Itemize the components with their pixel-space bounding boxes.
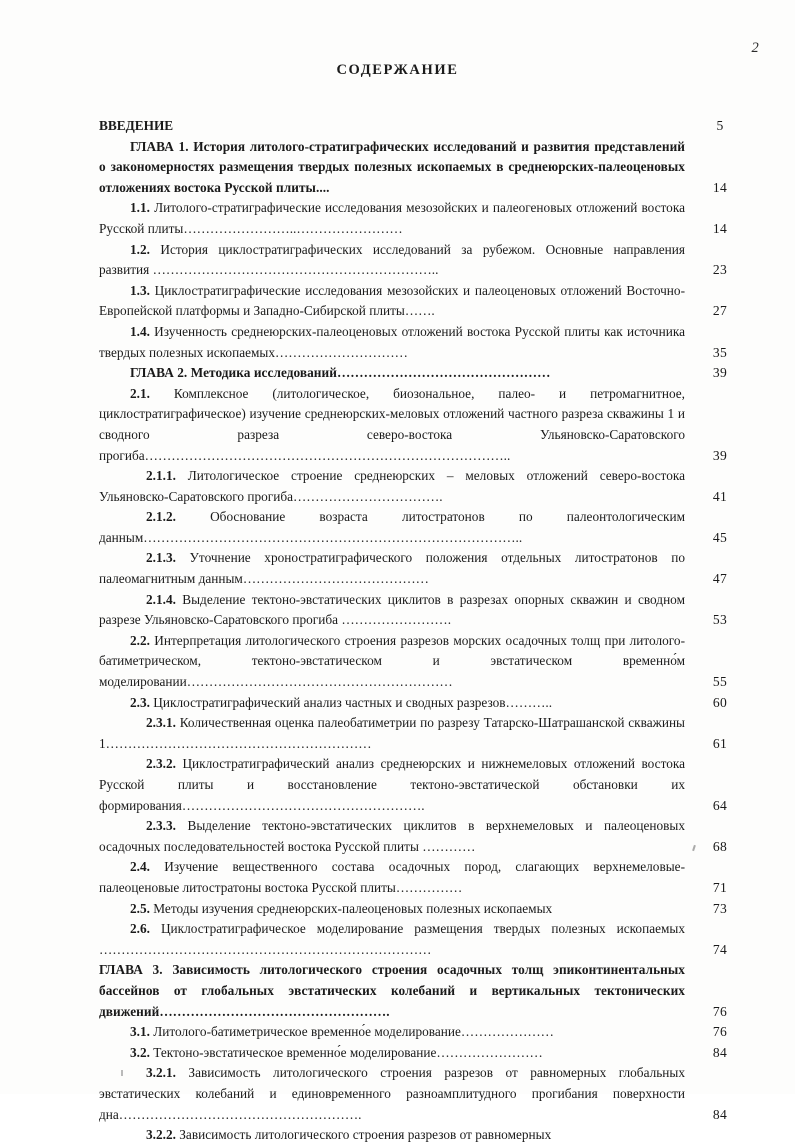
toc-entry-page: 39 bbox=[712, 365, 728, 381]
toc-entry-page: 84 bbox=[712, 1106, 728, 1122]
toc-entry-label: Циклостратиграфический анализ частных и сводных разрезов……….. bbox=[153, 694, 553, 710]
toc-entry-page: 64 bbox=[712, 797, 728, 813]
toc-entry-1-4[interactable] bbox=[99, 322, 755, 363]
toc-list bbox=[99, 116, 755, 1146]
toc-entry-page: 76 bbox=[712, 1003, 728, 1019]
toc-entry-page: 45 bbox=[712, 529, 728, 545]
toc-entry-page: 14 bbox=[712, 179, 728, 195]
toc-entry-page: 39 bbox=[712, 447, 728, 463]
toc-entry-1-1[interactable] bbox=[99, 198, 755, 239]
toc-entry-label: Литолого-батиметрическое временно́е моделирование………………… bbox=[153, 1024, 554, 1040]
toc-entry-3-1[interactable] bbox=[99, 1022, 755, 1043]
page-number: 2 bbox=[751, 40, 759, 56]
toc-entry-number: 3.2.2. bbox=[146, 1127, 176, 1143]
toc-entry-page: 84 bbox=[712, 1044, 728, 1060]
toc-entry-glava-3[interactable] bbox=[99, 960, 755, 1022]
toc-entry-label: ГЛАВА 1. История литолого-стратиграфических исследований и развития представлений о закономерностях размещения твердых полезных ископаемых в среднеюрских-палеоценовых отложениях востока Русской плиты.... bbox=[99, 138, 685, 195]
toc-entry-2-3[interactable] bbox=[99, 693, 755, 714]
toc-entry-label: Обоснование возраста литостратонов по палеонтологическим данным………………………………………………………………………….. bbox=[99, 509, 685, 545]
toc-entry-page: 5 bbox=[716, 118, 724, 133]
toc-entry-number: 1.1. bbox=[130, 200, 150, 216]
toc-entry-3-2-2[interactable] bbox=[99, 1125, 755, 1146]
toc-entry-number: 2.1.1. bbox=[146, 468, 176, 484]
toc-entry-number: 2.3.3. bbox=[146, 818, 176, 834]
toc-entry-page: 23 bbox=[712, 262, 728, 278]
toc-entry-page: 41 bbox=[712, 488, 728, 504]
toc-entry-number: 3.1. bbox=[130, 1024, 150, 1040]
toc-entry-2-3-3[interactable] bbox=[99, 816, 755, 857]
toc-entry-label: ГЛАВА 2. Методика исследований………………………………………… bbox=[130, 365, 551, 381]
toc-entry-number: 2.3.1. bbox=[146, 715, 176, 731]
toc-entry-number: 2.2. bbox=[130, 632, 150, 648]
toc-entry-number: 2.5. bbox=[130, 900, 150, 916]
toc-entry-number: 2.4. bbox=[130, 859, 150, 875]
toc-entry-2-6[interactable] bbox=[99, 919, 755, 960]
toc-entry-page: 73 bbox=[712, 900, 728, 916]
toc-entry-page: 55 bbox=[712, 674, 728, 690]
toc-entry-label: Циклостратиграфические исследования мезозойских и палеоценовых отложений Восточно-Европейской платформы и Западно-Сибирской плиты……. bbox=[99, 282, 686, 319]
toc-entry-label: Выделение тектоно-эвстатических циклитов в разрезах опорных скважин и сводном разрезе Ульяновско-Саратовского прогиба ……………………. bbox=[99, 591, 685, 628]
toc-entry-page: 53 bbox=[712, 612, 728, 628]
toc-entry-number: 2.1. bbox=[130, 385, 150, 401]
toc-entry-label: ВВЕДЕНИЕ bbox=[99, 118, 174, 133]
toc-entry-page: 61 bbox=[712, 735, 728, 751]
toc-entry-number: 2.3. bbox=[130, 694, 150, 710]
toc-entry-page: 47 bbox=[712, 571, 728, 587]
toc-entry-3-2[interactable] bbox=[99, 1043, 755, 1064]
toc-entry-number: 2.6. bbox=[130, 921, 150, 937]
toc-entry-2-3-2[interactable] bbox=[99, 754, 755, 816]
toc-entry-2-3-1[interactable] bbox=[99, 713, 755, 754]
toc-entry-label: Циклостратиграфический анализ среднеюрских и нижнемеловых отложений востока Русской плиты и восстановление тектоно-эвстатической обстановки их формирования………………………………………………. bbox=[99, 756, 686, 813]
toc-entry-label: Выделение тектоно-эвстатических циклитов в верхнемеловых и палеоценовых осадочных последовательностей востока Русской плиты ………… bbox=[99, 818, 685, 854]
toc-entry-label: Методы изучения среднеюрских-палеоценовых полезных ископаемых bbox=[153, 900, 553, 916]
toc-entry-label: Уточнение хроностратиграфического положения отдельных литостратонов по палеомагнитным данным…………………………………… bbox=[99, 550, 685, 587]
toc-entry-number: 1.2. bbox=[130, 241, 150, 257]
toc-entry-number: 3.2.1. bbox=[146, 1065, 176, 1081]
toc-entry-label: ГЛАВА 3. Зависимость литологического строения осадочных толщ эпиконтинентальных бассейнов от глобальных эвстатических колебаний и вертикальных тектонических движений……………………………………………. bbox=[99, 962, 685, 1019]
toc-entry-page: 68 bbox=[712, 838, 728, 854]
toc-entry-label: Количественная оценка палеобатиметрии по разрезу Татарско-Шатрашанской скважины 1…………………………………………………… bbox=[99, 715, 685, 751]
toc-entry-number: 2.3.2. bbox=[146, 756, 176, 772]
toc-entry-label: Изученность среднеюрских-палеоценовых отложений востока Русской плиты как источника твердых полезных ископаемых………………………… bbox=[99, 323, 685, 360]
toc-entry-number: 1.4. bbox=[130, 323, 150, 339]
toc-entry-page: 71 bbox=[712, 879, 728, 895]
toc-entry-2-1-4[interactable] bbox=[99, 590, 755, 631]
page-title: СОДЕРЖАНИЕ bbox=[336, 62, 459, 78]
toc-entry-number: 2.1.4. bbox=[146, 591, 176, 607]
toc-entry-glava-1[interactable] bbox=[99, 137, 755, 199]
toc-entry-2-5[interactable] bbox=[99, 899, 755, 920]
toc-entry-number: 2.1.2. bbox=[146, 509, 176, 525]
toc-entry-glava-2[interactable] bbox=[99, 363, 755, 384]
toc-entry-1-3[interactable] bbox=[99, 281, 755, 322]
toc-entry-label: Циклостратиграфическое моделирование размещения твердых полезных ископаемых ………………………………………………………………… bbox=[99, 921, 685, 957]
toc-entry-2-4[interactable] bbox=[99, 857, 755, 898]
toc-entry-label: Литологическое строение среднеюрских – меловых отложений северо-востока Ульяновско-Саратовского прогиба……………………………. bbox=[99, 468, 685, 504]
toc-entry-2-2[interactable] bbox=[99, 631, 755, 693]
toc-entry-label: Комплексное (литологическое, биозональное, палео- и петромагнитное, циклостратиграфическое) изучение среднеюрских-меловых отложений частного разреза скважины 1 и сводного разреза северо-востока Ульяновско-Саратовского прогиба……………………………………………………………………….. bbox=[99, 385, 685, 463]
toc-entry-label: Зависимость литологического строения разрезов от равномерных глобальных эвстатических колебаний и единовременного разноамплитудного прогибания поверхности дна………………………………………………. bbox=[99, 1065, 685, 1122]
scan-speck bbox=[121, 1070, 123, 1076]
toc-entry-3-2-1[interactable] bbox=[99, 1063, 755, 1125]
toc-entry-page: 35 bbox=[712, 344, 728, 360]
toc-entry-page: 27 bbox=[712, 303, 728, 319]
toc-entry-number: 3.2. bbox=[130, 1044, 150, 1060]
toc-entry-label: Зависимость литологического строения разрезов от равномерных bbox=[179, 1127, 552, 1143]
toc-entry-page: 60 bbox=[712, 694, 728, 710]
toc-entry-1-2[interactable] bbox=[99, 240, 755, 281]
toc-entry-vvedenie[interactable] bbox=[99, 116, 755, 137]
toc-entry-number: 2.1.3. bbox=[146, 550, 176, 566]
toc-entry-2-1-2[interactable] bbox=[99, 507, 755, 548]
toc-entry-page: 74 bbox=[712, 941, 728, 957]
toc-entry-2-1-1[interactable] bbox=[99, 466, 755, 507]
toc-entry-label: Интерпретация литологического строения разрезов морских осадочных толщ при литолого-батиметрическом, тектоно-эвстатическом и эвстатическом временно́м моделировании…………………………………………………… bbox=[99, 632, 686, 690]
toc-entry-page: 76 bbox=[712, 1024, 728, 1040]
toc-entry-label: Тектоно-эвстатическое временно́е моделирование…………………… bbox=[153, 1044, 543, 1060]
toc-entry-label: История циклостратиграфических исследований за рубежом. Основные направления развития ……………………………………………………….. bbox=[99, 241, 686, 278]
toc-entry-label: Литолого-стратиграфические исследования мезозойских и палеогеновых отложений востока Русской плиты……………………..…………………… bbox=[99, 200, 685, 236]
toc-entry-label: Изучение вещественного состава осадочных пород, слагающих верхнемеловые-палеоценовые литостратоны востока Русской плиты…………… bbox=[99, 859, 685, 895]
toc-entry-2-1-3[interactable] bbox=[99, 548, 755, 589]
toc-entry-number: 1.3. bbox=[130, 282, 150, 298]
toc-entry-page: 14 bbox=[712, 220, 728, 236]
toc-entry-2-1[interactable] bbox=[99, 384, 755, 466]
